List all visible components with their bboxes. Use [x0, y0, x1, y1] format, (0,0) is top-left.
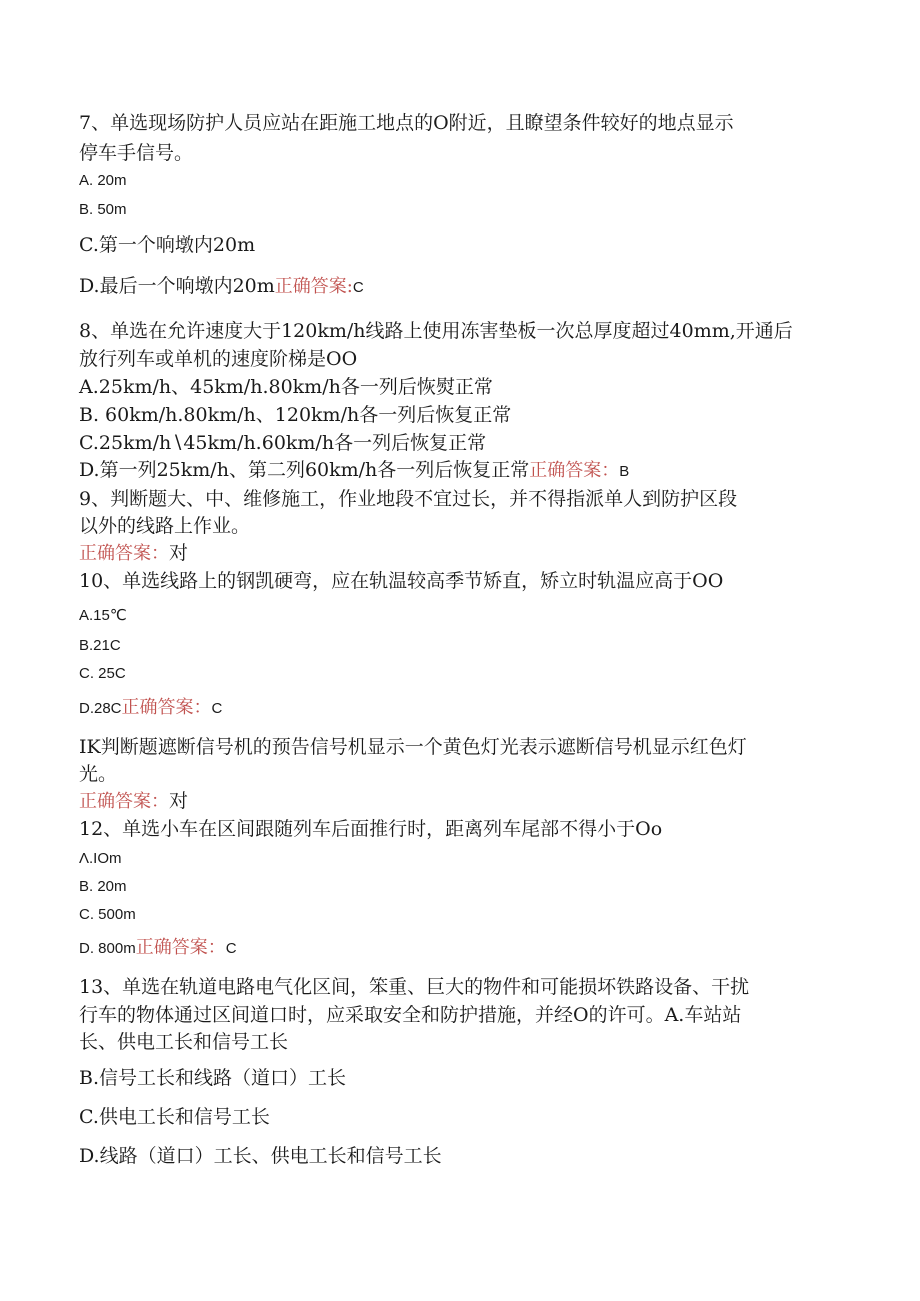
- question-7-line-1: 7、单选现场防护人员应站在距施工地点的O附近，且瞭望条件较好的地点显示: [79, 112, 734, 134]
- question-10-line-1: 10、单选线路上的钢凯硬弯，应在轨温较高季节矫直，矫立时轨温应高于OO: [79, 570, 724, 592]
- question-8-answer-label: 正确答案：: [529, 460, 620, 481]
- question-7-line-2: 停车手信号。: [79, 142, 194, 164]
- question-9-answer-label: 正确答案：: [79, 543, 169, 564]
- question-7-option-b: B. 50m: [79, 201, 127, 218]
- question-10-option-a: A.15℃: [79, 607, 127, 624]
- question-10-option-d: D.28C: [79, 700, 122, 717]
- question-8-line-2: 放行列车或单机的速度阶梯是OO: [79, 348, 358, 370]
- question-10-option-b: B.21C: [79, 637, 121, 654]
- question-8-option-c: C.25km∕h∖45km∕h.60km∕h各一列后恢复正常: [79, 432, 487, 454]
- question-13-line-3: 长、供电工长和信号工长: [79, 1031, 289, 1053]
- question-12-line-1: 12、单选小车在区间跟随列车后面推行时，距离列车尾部不得小于Oo: [79, 818, 663, 840]
- question-9-line-2: 以外的线路上作业。: [79, 515, 251, 537]
- question-7-answer-value: C: [352, 279, 364, 296]
- question-10-answer-value: C: [211, 700, 223, 717]
- question-7-option-d: D.最后一个响墩内20m: [79, 275, 275, 297]
- question-8-line-1: 8、单选在允许速度大于120km∕h线路上使用冻害垫板一次总厚度超过40mm,开通后: [79, 320, 793, 342]
- question-7-option-a: A. 20m: [79, 172, 127, 189]
- question-12-option-d: D. 800m: [79, 940, 136, 957]
- question-10-option-c: C. 25C: [79, 665, 126, 682]
- question-8-option-d: D.第一列25km/h、第二列60km∕h各一列后恢复正常: [79, 459, 530, 481]
- question-9-answer-row: [79, 540, 188, 567]
- question-12-option-b: B. 20m: [79, 878, 127, 895]
- question-11-answer-row: [79, 788, 188, 815]
- question-10-option-d-row: [79, 694, 222, 722]
- question-10-answer-label: 正确答案：: [121, 697, 212, 718]
- question-13-option-c: C.供电工长和信号工长: [79, 1106, 270, 1128]
- question-7-answer-label: 正确答案:: [274, 276, 353, 297]
- question-11-line-1: IK判断题遮断信号机的预告信号机显示一个黄色灯光表示遮断信号机显示红色灯: [79, 736, 747, 758]
- question-9-line-1: 9、判断题大、中、维修施工，作业地段不宜过长，并不得指派单人到防护区段: [79, 488, 738, 510]
- question-8-option-d-row: [79, 457, 629, 485]
- question-7-option-c: C.第一个响墩内20m: [79, 234, 256, 256]
- question-8-option-b: B. 60km∕h.80km/h、120km∕h各一列后恢复正常: [79, 404, 512, 426]
- question-13-line-1: 13、单选在轨道电路电气化区间，笨重、巨大的物件和可能损坏铁路设备、干扰: [79, 976, 750, 998]
- question-11-answer-value: 对: [169, 790, 189, 812]
- question-9-answer-value: 对: [169, 542, 189, 564]
- question-7-option-d-row: [79, 273, 364, 301]
- question-11-line-2: 光。: [79, 763, 118, 785]
- question-8-option-a: A.25km/h、45km∕h.80km∕h各一列后恢熨正常: [79, 376, 493, 398]
- question-12-answer-label: 正确答案：: [135, 937, 226, 958]
- question-8-answer-value: B: [619, 463, 630, 480]
- question-12-option-c: C. 500m: [79, 906, 136, 923]
- question-13-option-d: D.线路（道口）工长、供电工长和信号工长: [79, 1145, 442, 1167]
- question-12-answer-value: C: [225, 940, 237, 957]
- question-11-answer-label: 正确答案：: [79, 791, 169, 812]
- question-13-option-b: B.信号工长和线路（道口）工长: [79, 1067, 347, 1089]
- question-12-option-d-row: [79, 934, 237, 962]
- question-12-option-a: Λ.IOm: [79, 850, 122, 867]
- question-13-line-2: 行车的物体通过区间道口时，应采取安全和防护措施，并经O的许可。A.车站站: [79, 1004, 742, 1026]
